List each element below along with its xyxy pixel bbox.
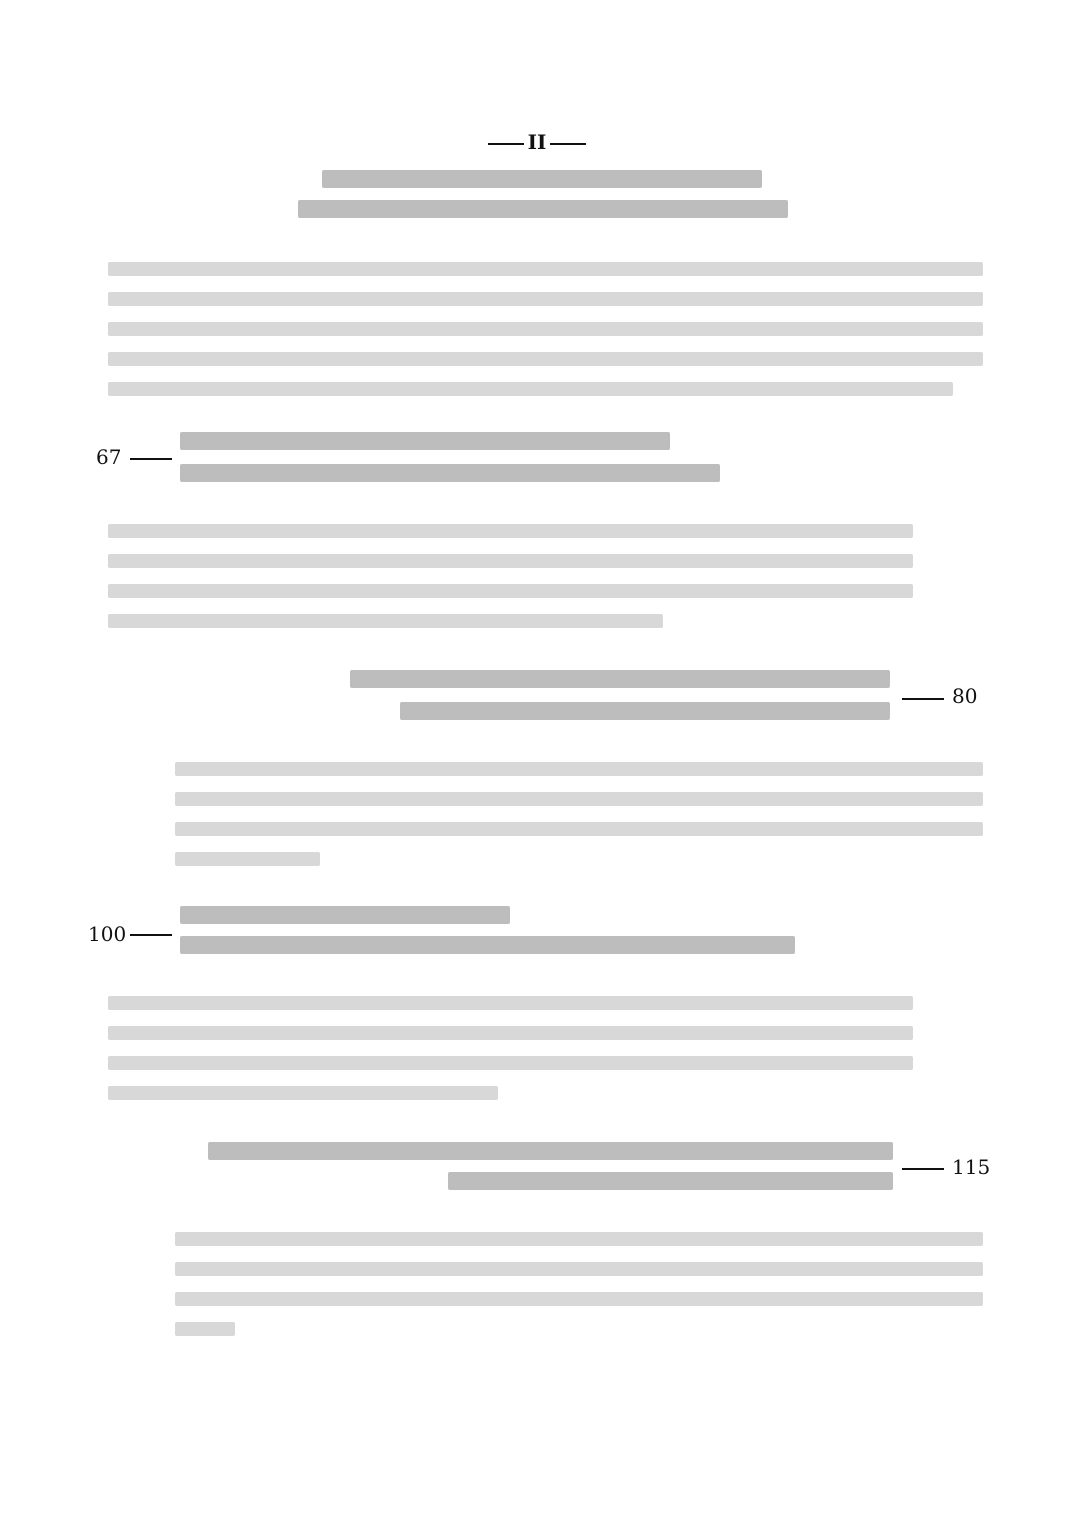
page-number: 67 xyxy=(96,445,122,469)
page-number: 115 xyxy=(952,1155,991,1179)
leader-dash xyxy=(902,1168,944,1170)
text-redacted xyxy=(108,584,913,598)
section-title-redacted xyxy=(298,200,788,218)
text-redacted xyxy=(108,382,953,396)
text-redacted xyxy=(175,822,983,836)
text-redacted xyxy=(108,1026,913,1040)
entry-title-redacted xyxy=(180,464,720,482)
text-redacted xyxy=(108,614,663,628)
text-redacted xyxy=(175,852,320,866)
text-redacted xyxy=(108,262,983,276)
section-title-redacted xyxy=(322,170,762,188)
text-redacted xyxy=(175,1322,235,1336)
text-redacted xyxy=(108,1056,913,1070)
text-redacted xyxy=(108,322,983,336)
page-number: 80 xyxy=(952,684,978,708)
text-redacted xyxy=(108,524,913,538)
entry-title-redacted xyxy=(180,432,670,450)
entry-title-redacted xyxy=(400,702,890,720)
leader-dash xyxy=(130,934,172,936)
text-redacted xyxy=(175,792,983,806)
entry-title-redacted xyxy=(350,670,890,688)
entry-title-redacted xyxy=(208,1142,893,1160)
text-redacted xyxy=(175,1292,983,1306)
entry-title-redacted xyxy=(180,906,510,924)
text-redacted xyxy=(108,352,983,366)
leader-dash xyxy=(902,698,944,700)
text-redacted xyxy=(175,1262,983,1276)
text-redacted xyxy=(108,292,983,306)
leader-dash xyxy=(130,458,172,460)
text-redacted xyxy=(108,996,913,1010)
entry-title-redacted xyxy=(448,1172,893,1190)
text-redacted xyxy=(108,1086,498,1100)
page-number: 100 xyxy=(88,922,127,946)
text-redacted xyxy=(175,762,983,776)
section-heading xyxy=(0,130,1074,154)
section-numeral: II xyxy=(527,130,547,154)
entry-title-redacted xyxy=(180,936,795,954)
text-redacted xyxy=(108,554,913,568)
text-redacted xyxy=(175,1232,983,1246)
